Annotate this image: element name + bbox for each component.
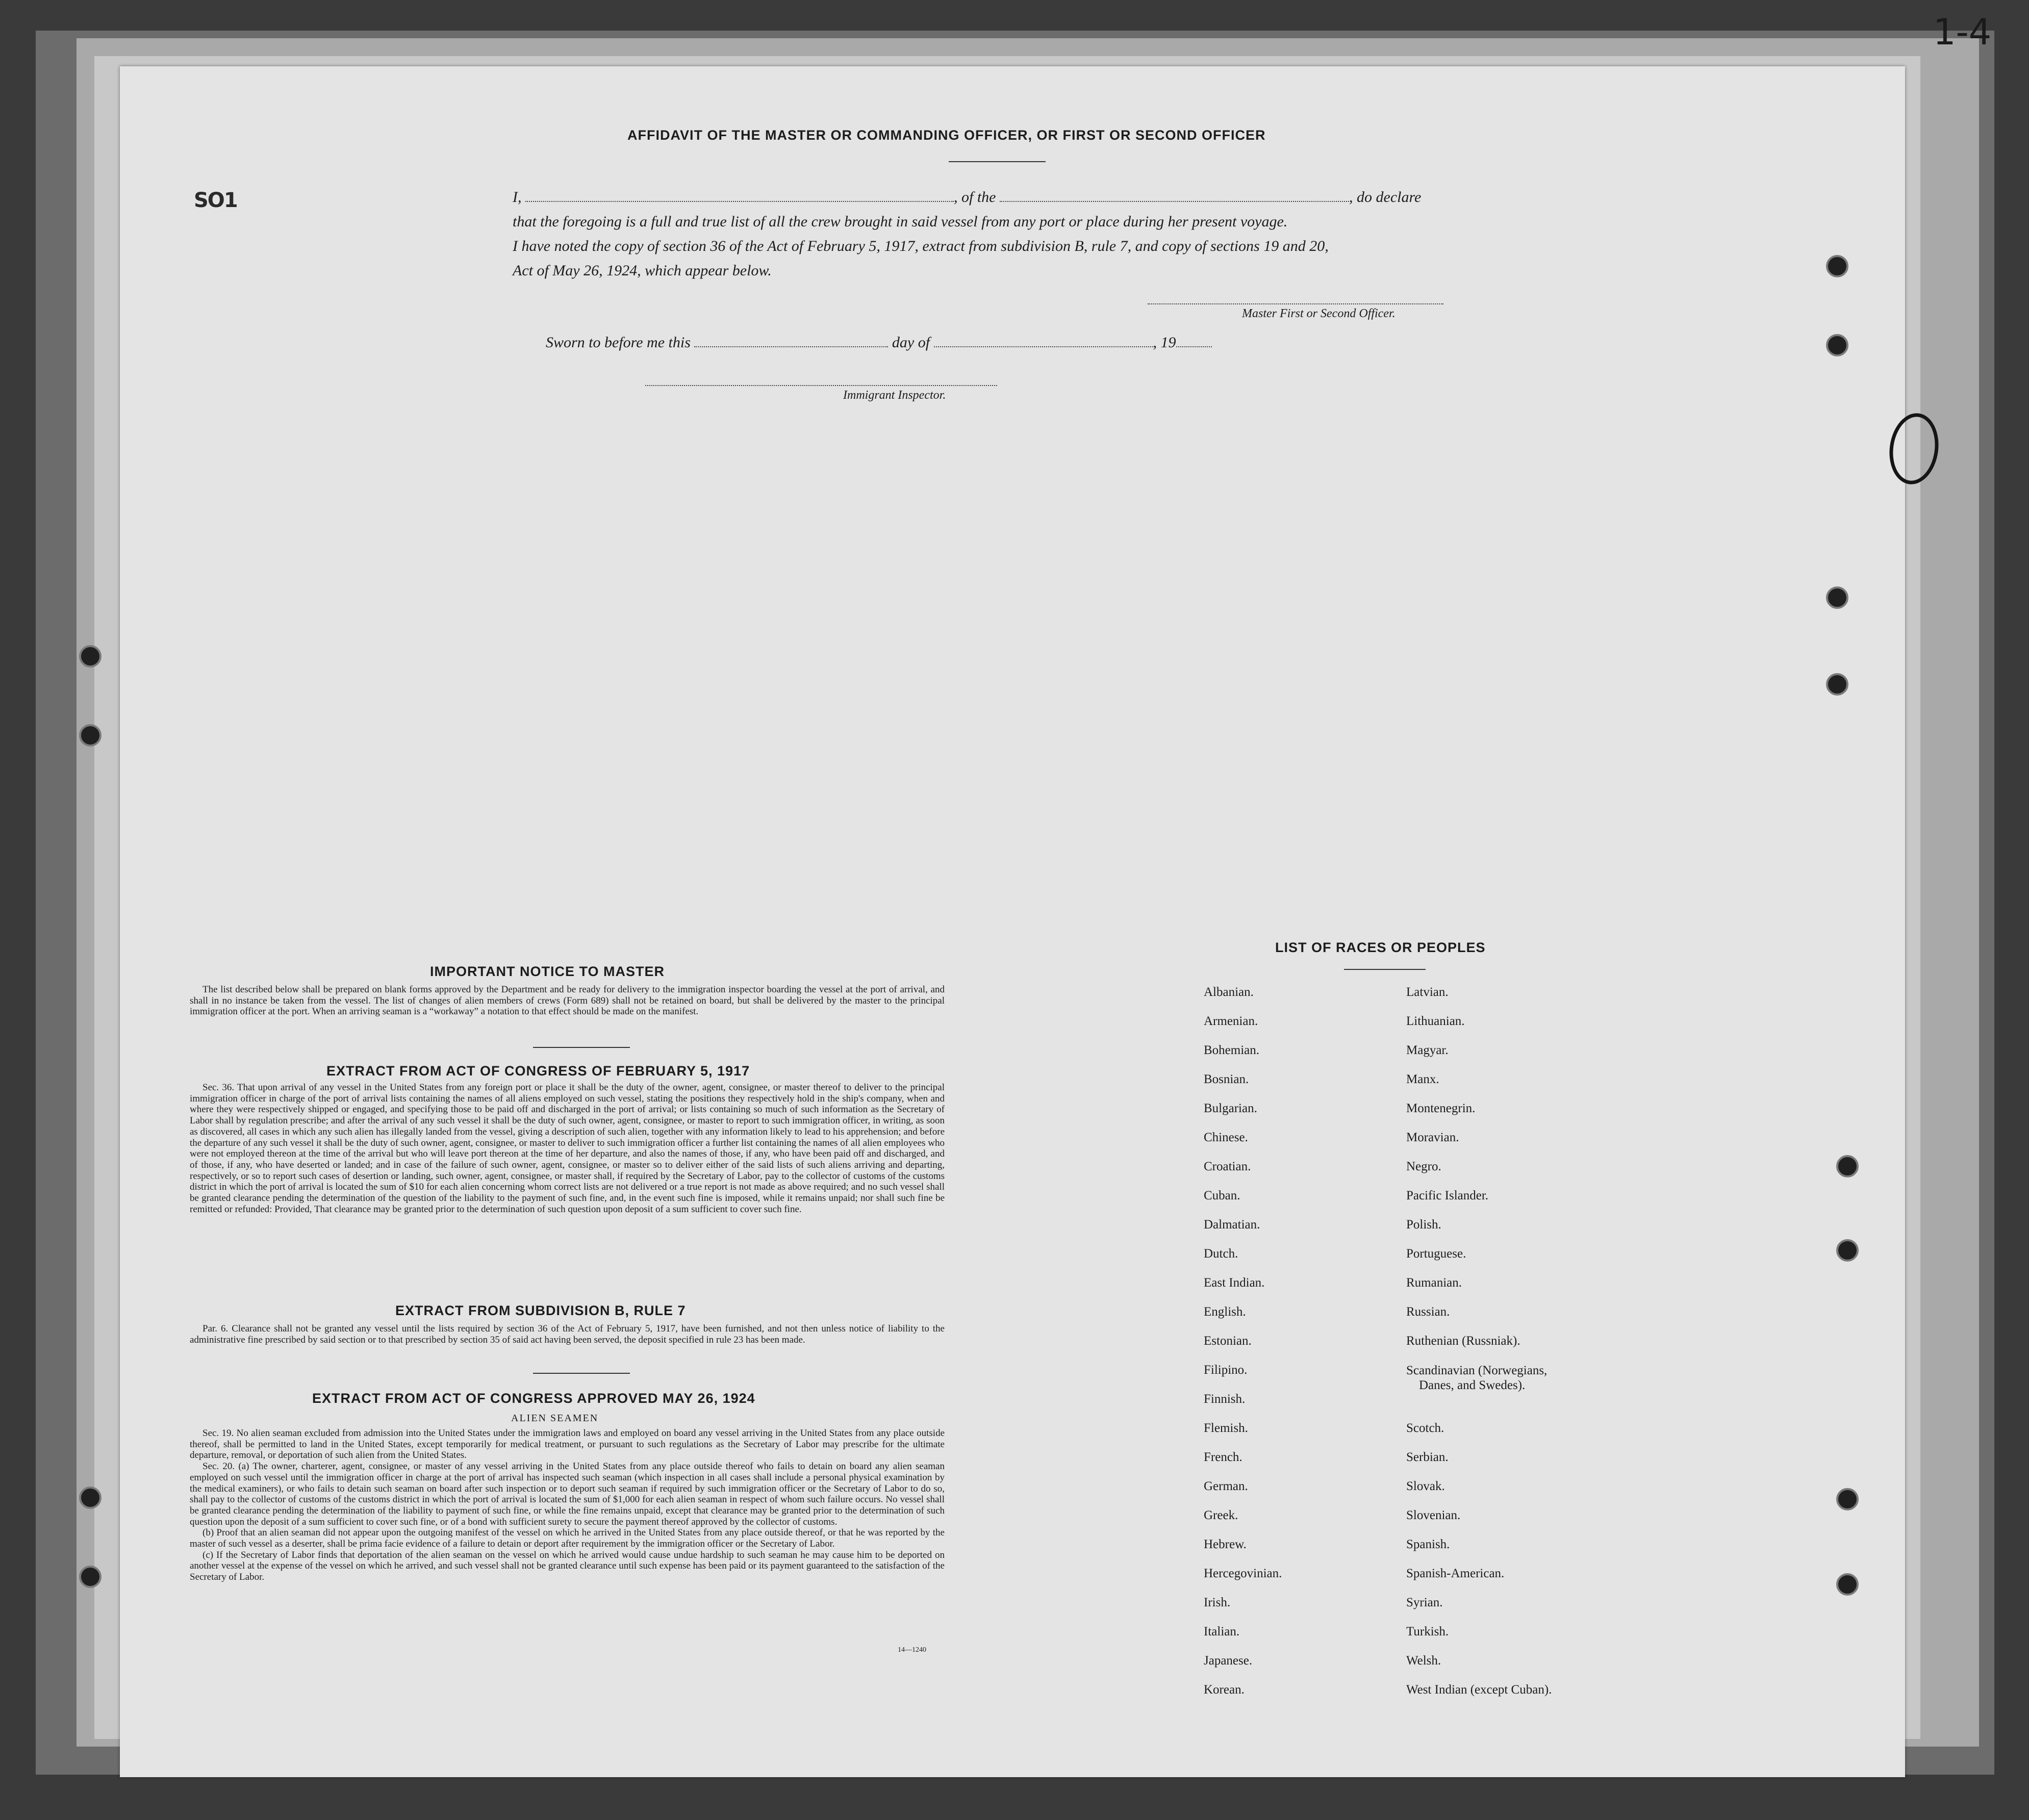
race-item: Pacific Islander. <box>1406 1189 1489 1202</box>
race-item: Lithuanian. <box>1406 1014 1465 1028</box>
punch-hole <box>1836 1155 1859 1177</box>
affidavit-title: AFFIDAVIT OF THE MASTER OR COMMANDING OFFICER, OR FIRST OR SECOND OFFICER <box>627 127 1266 143</box>
scandinavian-line-2: Danes, and Swedes). <box>1419 1378 1526 1392</box>
race-item: Dalmatian. <box>1204 1218 1260 1232</box>
race-item: Latvian. <box>1406 985 1449 999</box>
race-item: Welsh. <box>1406 1654 1441 1668</box>
race-item: Estonian. <box>1204 1334 1252 1348</box>
month-blank <box>934 346 1153 347</box>
race-item: Polish. <box>1406 1218 1441 1232</box>
notice-title: IMPORTANT NOTICE TO MASTER <box>430 964 665 979</box>
races-rule <box>1344 969 1426 970</box>
sec20b-paragraph: (b) Proof that an alien seaman did not appear upon the outgoing manifest of the vessel on which he arrived in the United States from any place outside thereof, or that he was reported by the master of such vessel as a deserter, shall be prima facie evidence of a failure to detain or deport after requirement by the immigration officer or the Secretary of Labor. <box>190 1527 945 1550</box>
inspector-signature-line <box>645 385 997 387</box>
vessel-blank <box>1000 200 1349 202</box>
race-item: West Indian (except Cuban). <box>1406 1683 1552 1697</box>
race-item: Bulgarian. <box>1204 1101 1257 1115</box>
master-signature-line <box>1148 303 1443 305</box>
do-declare-label: , do declare <box>1349 189 1422 206</box>
inspector-label: Immigrant Inspector. <box>843 389 946 402</box>
notice-text <box>190 984 945 1017</box>
notice-paragraph: The list described below shall be prepared on blank forms approved by the Department and be ready for delivery to the immigration inspector boarding the vessel at the port of arrival, and shall in no instance be taken from the vessel. The list of changes of alien members of crews (Form 689) shall not be retained on board, but shall be delivered by the master to the principal immigration officer at the port. When an arriving seaman is a “workaway” a notation to that effect should be made on the manifest. <box>190 984 945 1017</box>
sheet-reference: SO1 <box>194 189 237 212</box>
race-item: Bosnian. <box>1204 1072 1249 1086</box>
extract-1924-text <box>190 1428 945 1583</box>
race-item: Japanese. <box>1204 1654 1253 1668</box>
race-item: Slovenian. <box>1406 1508 1461 1522</box>
day-of-label: day of <box>892 334 930 351</box>
race-item: Ruthenian (Russniak). <box>1406 1334 1520 1348</box>
sec36-paragraph: Sec. 36. That upon arrival of any vessel in the United States from any foreign port or place it shall be the duty of the owner, agent, consignee, or master thereof to deliver to the principal immigration officer in charge of the port of arrival lists containing the names of all aliens employed on such vessel, stating the positions they respectively hold in the ship's company, when and where they were respectively shipped or engaged, and specifying those to be paid off and discharged in the port of arrival; or lists containing so much of such information as the Secretary of Labor shall by regulation prescribe; and after the arrival of any such vessel it shall be the duty of such owner, agent, consignee, or master to report to such immigration officer, in writing, as soon as discovered, all cases in which any such alien has illegally landed from the vessel, giving a description of such alien, together with any information likely to lead to his apprehension; and before the departure of any such vessel it shall be the duty of such owner, agent, consignee, or master to deliver to such immigration officer a further list containing the names of all alien employees who were not employed thereon at the time of the arrival but who will leave port thereon at the time of her departure, and also the names of those, if any, who have been paid off and discharged, and of those, if any, who have deserted or landed; and in case of the failure of such owner, agent, consignee, or master so to deliver either of the said lists of such aliens arriving and departing, respectively, or so to report such cases of desertion or landing, such owner, agent, consignee, or master shall, if required by the Secretary of Labor, pay to the collector of customs of the customs district in which the port of arrival is located the sum of $10 for each alien concerning whom correct lists are not delivered or a true report is not made as above required; and no such vessel shall be granted clearance pending the determination of the question of the liability to the payment of such fine, and, in the event such fine is imposed, while it remains unpaid; nor shall such fine be remitted or refunded: Provided, That clearance may be granted prior to the determination of such question upon deposit of a sum sufficient to cover such fine. <box>190 1082 945 1215</box>
section-rule <box>533 1373 630 1374</box>
races-column-right <box>1406 985 1552 1712</box>
race-item: Croatian. <box>1204 1160 1251 1173</box>
extract-1917-title: EXTRACT FROM ACT OF CONGRESS OF FEBRUARY 5, 1917 <box>326 1063 750 1079</box>
affidavit-line-4: Act of May 26, 1924, which appear below. <box>513 262 772 279</box>
punch-hole <box>1826 673 1848 696</box>
punch-hole <box>1826 255 1848 277</box>
punch-hole <box>79 645 102 668</box>
title-rule <box>949 161 1046 162</box>
race-item: Spanish-American. <box>1406 1567 1505 1580</box>
scandinavian-line-1: Scandinavian (Norwegians, <box>1406 1364 1548 1377</box>
race-item: English. <box>1204 1305 1246 1319</box>
race-item: French. <box>1204 1450 1242 1464</box>
extract-rule7-title: EXTRACT FROM SUBDIVISION B, RULE 7 <box>395 1303 686 1318</box>
sworn-day-blank <box>694 346 888 347</box>
race-item: Greek. <box>1204 1508 1238 1522</box>
sworn-line <box>546 334 1212 351</box>
affidavit-line-2: that the foregoing is a full and true list of all the crew brought in said vessel from any port or place during her present voyage. <box>513 213 1288 230</box>
punch-hole <box>1826 334 1848 356</box>
race-item: Montenegrin. <box>1406 1101 1476 1115</box>
sworn-label: Sworn to before me this <box>546 334 691 351</box>
race-item: Negro. <box>1406 1160 1441 1173</box>
race-item: German. <box>1204 1479 1248 1493</box>
race-item: East Indian. <box>1204 1276 1265 1290</box>
race-item: Magyar. <box>1406 1043 1449 1057</box>
race-item-scandinavian <box>1406 1363 1552 1421</box>
affidavit-line-3: I have noted the copy of section 36 of the Act of February 5, 1917, extract from subdivision B, rule 7, and copy of sections 19 and 20, <box>513 238 1329 254</box>
races-column-left <box>1204 985 1282 1712</box>
race-item: Armenian. <box>1204 1014 1258 1028</box>
punch-hole <box>1826 586 1848 609</box>
sec20c-paragraph: (c) If the Secretary of Labor finds that deportation of the alien seaman on the vessel on which he arrived would cause undue hardship to such seaman he may cause him to be deported on another vessel at the expense of the vessel on which he arrived, and such vessel shall not be granted clearance until such expense has been paid or its payment guaranteed to the satisfaction of the Secretary of Labor. <box>190 1549 945 1583</box>
i-label: I, <box>513 189 522 206</box>
race-item: Manx. <box>1406 1072 1439 1086</box>
races-title: LIST OF RACES OR PEOPLES <box>1275 940 1486 955</box>
race-item: Flemish. <box>1204 1421 1248 1435</box>
race-item: Hercegovinian. <box>1204 1567 1282 1580</box>
punch-hole <box>79 724 102 747</box>
name-blank <box>525 200 954 202</box>
punch-hole <box>79 1486 102 1509</box>
race-item: Portuguese. <box>1406 1247 1466 1261</box>
race-item: Bohemian. <box>1204 1043 1260 1057</box>
race-item: Russian. <box>1406 1305 1450 1319</box>
race-item: Chinese. <box>1204 1131 1248 1144</box>
alien-seamen-subtitle: ALIEN SEAMEN <box>511 1413 599 1424</box>
race-item: Moravian. <box>1406 1131 1459 1144</box>
race-item: Cuban. <box>1204 1189 1240 1202</box>
race-item: Albanian. <box>1204 985 1254 999</box>
race-item: Syrian. <box>1406 1596 1443 1609</box>
punch-hole <box>1836 1488 1859 1510</box>
affidavit-line-1 <box>513 189 1421 206</box>
corner-note: 1-4 <box>1933 11 1992 53</box>
par6-paragraph: Par. 6. Clearance shall not be granted any vessel until the lists required by section 36 of the Act of February 5, 1917, have been furnished, and not then unless notice of liability to the administrative fine prescribed by said section or to that prescribed by section 35 of said act having been served, the deposit specified in rule 23 has been made. <box>190 1323 945 1345</box>
race-item: Italian. <box>1204 1625 1240 1638</box>
race-item: Filipino. <box>1204 1363 1248 1377</box>
extract-1924-title: EXTRACT FROM ACT OF CONGRESS APPROVED MAY 26, 1924 <box>312 1391 755 1406</box>
race-item: Serbian. <box>1406 1450 1449 1464</box>
year-prefix: , 19 <box>1153 334 1176 351</box>
of-the-label: , of the <box>954 189 996 206</box>
year-blank <box>1176 346 1212 347</box>
master-label: Master First or Second Officer. <box>1242 307 1396 320</box>
race-item: Korean. <box>1204 1683 1245 1697</box>
race-item: Hebrew. <box>1204 1537 1247 1551</box>
race-item: Slovak. <box>1406 1479 1445 1493</box>
race-item: Scotch. <box>1406 1421 1444 1435</box>
race-item: Rumanian. <box>1406 1276 1462 1290</box>
extract-1917-text <box>190 1082 945 1215</box>
race-item: Spanish. <box>1406 1537 1450 1551</box>
sec19-paragraph: Sec. 19. No alien seaman excluded from admission into the United States under the immigration laws and employed on board any vessel arriving in the United States from any place outside thereof, shall be permitted to land in the United States, except temporarily for medical treatment, or pursuant to such regulations as the Secretary of Labor may prescribe for the ultimate departure, removal, or deportation of such alien from the United States. <box>190 1428 945 1461</box>
sec20a-paragraph: Sec. 20. (a) The owner, charterer, agent, consignee, or master of any vessel arriving in the United States from any place outside thereof who fails to detain on board any alien seaman employed on such vessel until the immigration officer in charge at the port of arrival has inspected such seaman (which inspection in all cases shall include a personal physical examination by the medical examiners), or who fails to detain such seaman on board after such inspection or to deport such seaman if required by such immigration officer or the Secretary of Labor to do so, shall pay to the collector of customs of the customs district in which the port of arrival is located the sum of $1,000 for each alien seaman in respect of whom such failure occurs. No vessel shall be granted clearance pending the determination of the liability to payment of such fine, or while the fine remains unpaid, except that clearance may be granted prior to the determination of such question upon the deposit of a sum sufficient to cover such fine, or of a bond with sufficient surety to secure the payment thereof approved by the collector of customs. <box>190 1461 945 1527</box>
form-number: 14—1240 <box>898 1646 926 1654</box>
race-item: Finnish. <box>1204 1392 1246 1406</box>
race-item: Irish. <box>1204 1596 1231 1609</box>
extract-rule7-text <box>190 1323 945 1345</box>
section-rule <box>533 1047 630 1048</box>
punch-hole <box>79 1566 102 1588</box>
race-item: Turkish. <box>1406 1625 1449 1638</box>
race-item: Dutch. <box>1204 1247 1238 1261</box>
punch-hole <box>1836 1573 1859 1596</box>
punch-hole <box>1836 1239 1859 1262</box>
